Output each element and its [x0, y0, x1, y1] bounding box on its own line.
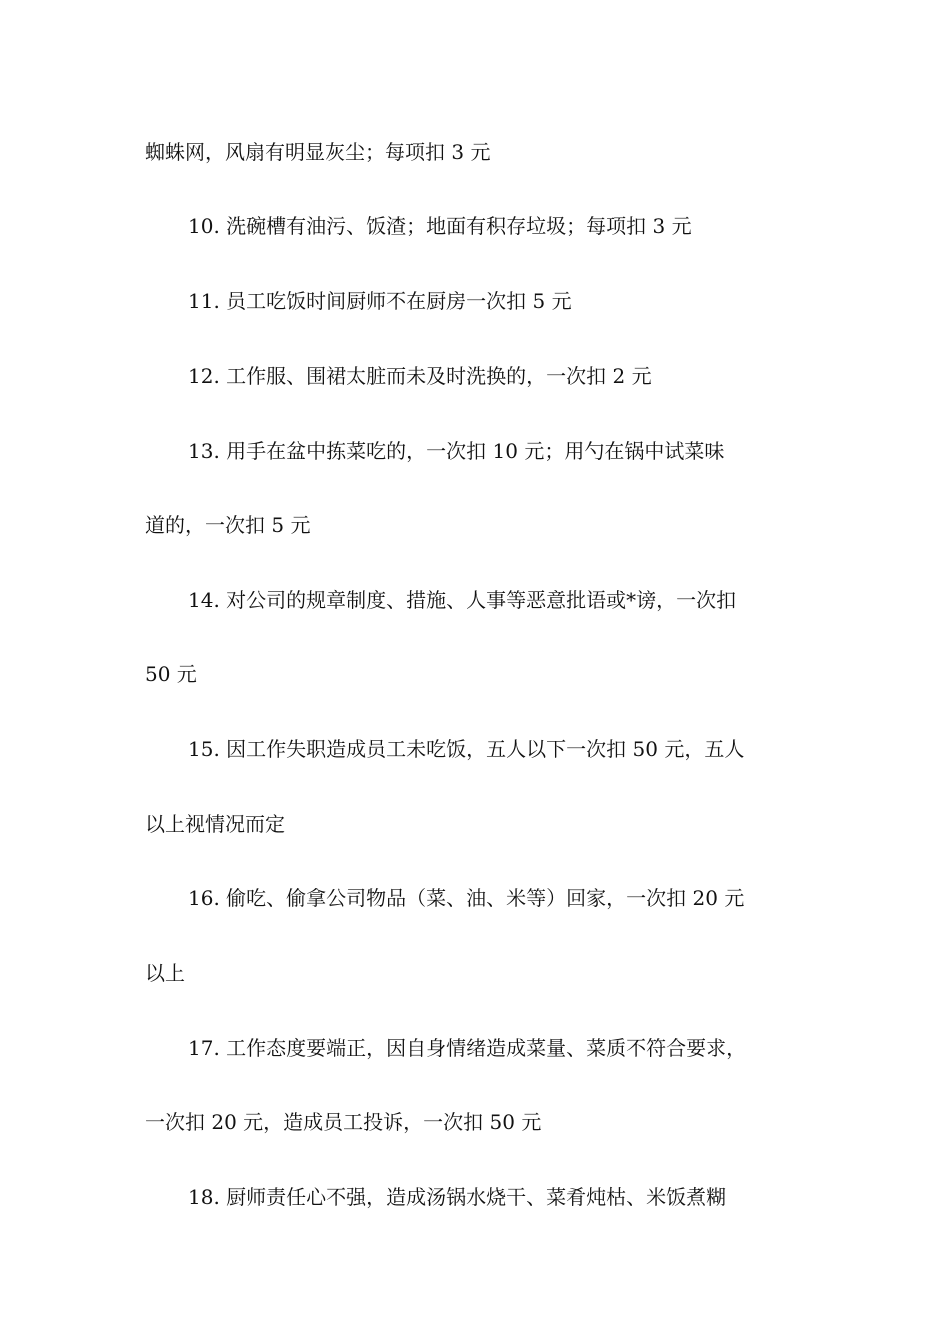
list-item-10: 10. 洗碗槽有油污、饭渣；地面有积存垃圾；每项扣 3 元: [188, 214, 692, 238]
text-line: 以上视情况而定: [145, 812, 285, 836]
list-item-15: 15. 因工作失职造成员工未吃饭，五人以下一次扣 50 元，五人: [188, 737, 745, 761]
text-line: 50 元: [145, 662, 197, 686]
text-line: 道的，一次扣 5 元: [145, 513, 311, 537]
text-line: 一次扣 20 元，造成员工投诉，一次扣 50 元: [145, 1110, 542, 1134]
list-item-11: 11. 员工吃饭时间厨师不在厨房一次扣 5 元: [188, 289, 572, 313]
list-item-12: 12. 工作服、围裙太脏而未及时洗换的，一次扣 2 元: [188, 364, 652, 388]
list-item-18: 18. 厨师责任心不强，造成汤锅水烧干、菜肴炖枯、米饭煮糊: [188, 1185, 727, 1209]
list-item-14: 14. 对公司的规章制度、措施、人事等恶意批语或*谤，一次扣: [188, 588, 737, 612]
list-item-16: 16. 偷吃、偷拿公司物品（菜、油、米等）回家，一次扣 20 元: [188, 886, 745, 910]
list-item-17: 17. 工作态度要端正，因自身情绪造成菜量、菜质不符合要求，: [188, 1036, 747, 1060]
list-item-13: 13. 用手在盆中拣菜吃的，一次扣 10 元；用勺在锅中试菜味: [188, 439, 725, 463]
text-line: 以上: [145, 961, 185, 985]
text-line: 蜘蛛网，风扇有明显灰尘；每项扣 3 元: [145, 140, 491, 164]
